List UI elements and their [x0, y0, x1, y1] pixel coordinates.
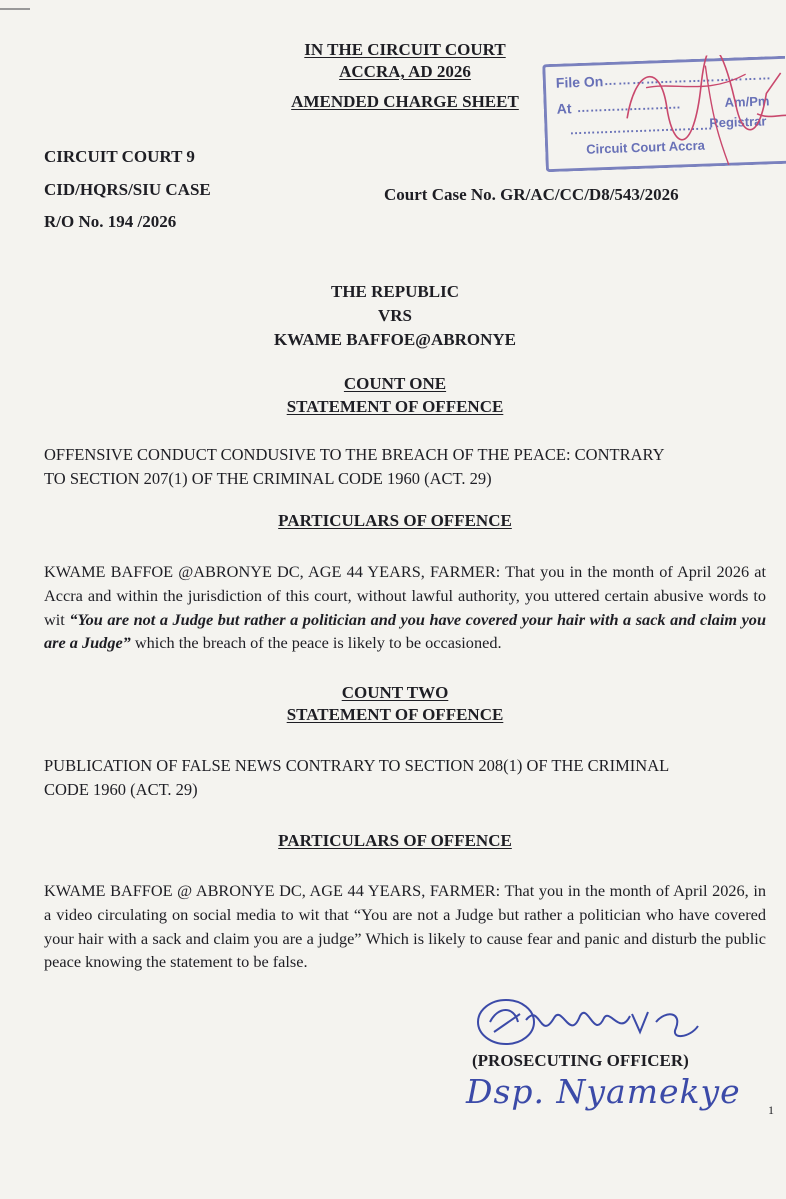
page-edge-mark: [0, 8, 30, 10]
officer-handwritten-name: Dsp. Nyamekye: [466, 1072, 741, 1111]
stamp-registrar: Registrar: [709, 113, 767, 131]
count-two-heading: COUNT TWO: [341, 683, 449, 702]
court-location: ACCRA, AD 2026: [339, 62, 471, 81]
count-one-particulars-end: which the breach of the peace is likely to be occasioned.: [130, 633, 502, 653]
stamp-at: At: [556, 100, 572, 117]
court-name: IN THE CIRCUIT COURT: [304, 40, 506, 59]
count-one-statement-heading: STATEMENT OF OFFENCE: [286, 397, 504, 416]
versus: VRS: [377, 306, 412, 325]
court-case-number: Court Case No. GR/AC/CC/D8/543/2026: [384, 185, 679, 204]
signature-icon: [470, 992, 710, 1052]
count-two-statement-heading: STATEMENT OF OFFENCE: [286, 705, 504, 724]
plaintiff: THE REPUBLIC: [331, 282, 459, 301]
stamp-scribble-icon: [605, 52, 786, 179]
prosecuting-officer-label: (PROSECUTING OFFICER): [472, 1051, 689, 1070]
count-one-quote: “You are not a Judge but rather a politician and you have covered your hair with a sack and claim you are a Judge”: [44, 609, 766, 653]
cid-case: CID/HQRS/SIU CASE: [44, 180, 211, 199]
count-one-particulars-heading: PARTICULARS OF OFFENCE: [278, 511, 512, 530]
stamp-court: Circuit Court Accra: [585, 137, 706, 157]
count-one-particulars-text: KWAME BAFFOE @ABRONYE DC, AGE 44 YEARS, FARMER: That you in the month of April 2026 at Accra and within the jurisdiction of this court, without lawful authority, you uttered certain abusive words to wit: [44, 562, 766, 629]
accused-name: KWAME BAFFOE@ABRONYE: [273, 330, 517, 349]
count-one-statement-line1: OFFENSIVE CONDUCT CONDUSIVE TO THE BREACH OF THE PEACE: CONTRARY: [44, 445, 665, 464]
count-two-particulars: KWAME BAFFOE @ ABRONYE DC, AGE 44 YEARS, FARMER: That you in the month of April 2026, in a video circulating on social media to wit that “You are not a Judge but rather a politician who have covered your hair with a sack and claim you are a judge” Which is likely to cause fear and panic and disturb the public peace knowing the statement to be false.: [44, 881, 766, 972]
document-title: AMENDED CHARGE SHEET: [291, 92, 519, 111]
ro-number: R/O No. 194 /2026: [44, 212, 177, 231]
stamp-file-on: File On: [555, 73, 604, 91]
page-number: 1: [768, 1103, 774, 1117]
stamp-am-pm: Am/Pm: [724, 93, 770, 110]
stamp-dots-1: ………………………………: [603, 67, 772, 89]
count-one-statement-line2: TO SECTION 207(1) OF THE CRIMINAL CODE 1960 (ACT. 29): [44, 469, 492, 488]
count-two-statement-line2: CODE 1960 (ACT. 29): [44, 780, 198, 799]
stamp-dots-3: ……………………………: [569, 117, 713, 138]
count-one-heading: COUNT ONE: [343, 374, 447, 393]
count-two-particulars-heading: PARTICULARS OF OFFENCE: [278, 831, 512, 850]
count-two-statement-line1: PUBLICATION OF FALSE NEWS CONTRARY TO SECTION 208(1) OF THE CRIMINAL: [44, 756, 670, 775]
circuit-court-number: CIRCUIT COURT 9: [44, 147, 195, 166]
count-one-particulars: [44, 560, 766, 655]
registrar-stamp: [542, 56, 786, 172]
stamp-dots-2: ……………………: [576, 96, 681, 116]
